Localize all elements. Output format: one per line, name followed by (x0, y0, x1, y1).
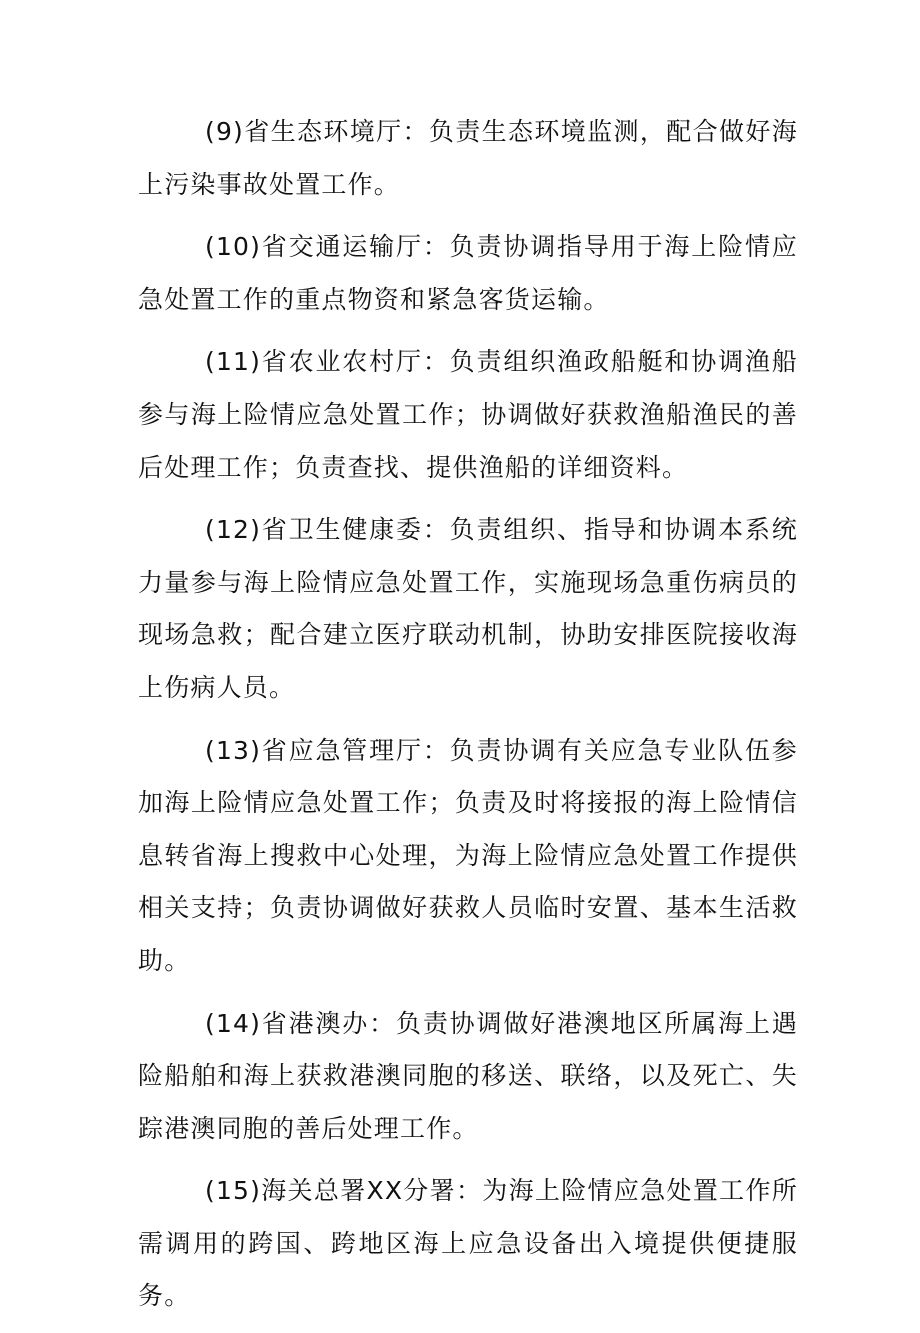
paragraph-15: (15)海关总署XX分署：为海上险情应急处置工作所需调用的跨国、跨地区海上应急设备出入境提供便捷服务。 (138, 1176, 798, 1311)
document-body (138, 106, 798, 1333)
paragraph-12: (12)省卫生健康委：负责组织、指导和协调本系统力量参与海上险情应急处置工作，实施现场急重伤病员的现场急救；配合建立医疗联动机制，协助安排医院接收海上伤病人员。 (138, 515, 798, 702)
paragraph-11: (11)省农业农村厅：负责组织渔政船艇和协调渔船参与海上险情应急处置工作；协调做好获救渔船渔民的善后处理工作；负责查找、提供渔船的详细资料。 (138, 347, 798, 482)
paragraph-9: (9)省生态环境厅：负责生态环境监测，配合做好海上污染事故处置工作。 (138, 117, 798, 199)
paragraph-10: (10)省交通运输厅：负责协调指导用于海上险情应急处置工作的重点物资和紧急客货运输。 (138, 232, 798, 314)
paragraph-14: (14)省港澳办：负责协调做好港澳地区所属海上遇险船舶和海上获救港澳同胞的移送、联络，以及死亡、失踪港澳同胞的善后处理工作。 (138, 1008, 798, 1143)
paragraph-13: (13)省应急管理厅：负责协调有关应急专业队伍参加海上险情应急处置工作；负责及时将接报的海上险情信息转省海上搜救中心处理，为海上险情应急处置工作提供相关支持；负责协调做好获救人员临时安置、基本生活救助。 (138, 735, 798, 975)
